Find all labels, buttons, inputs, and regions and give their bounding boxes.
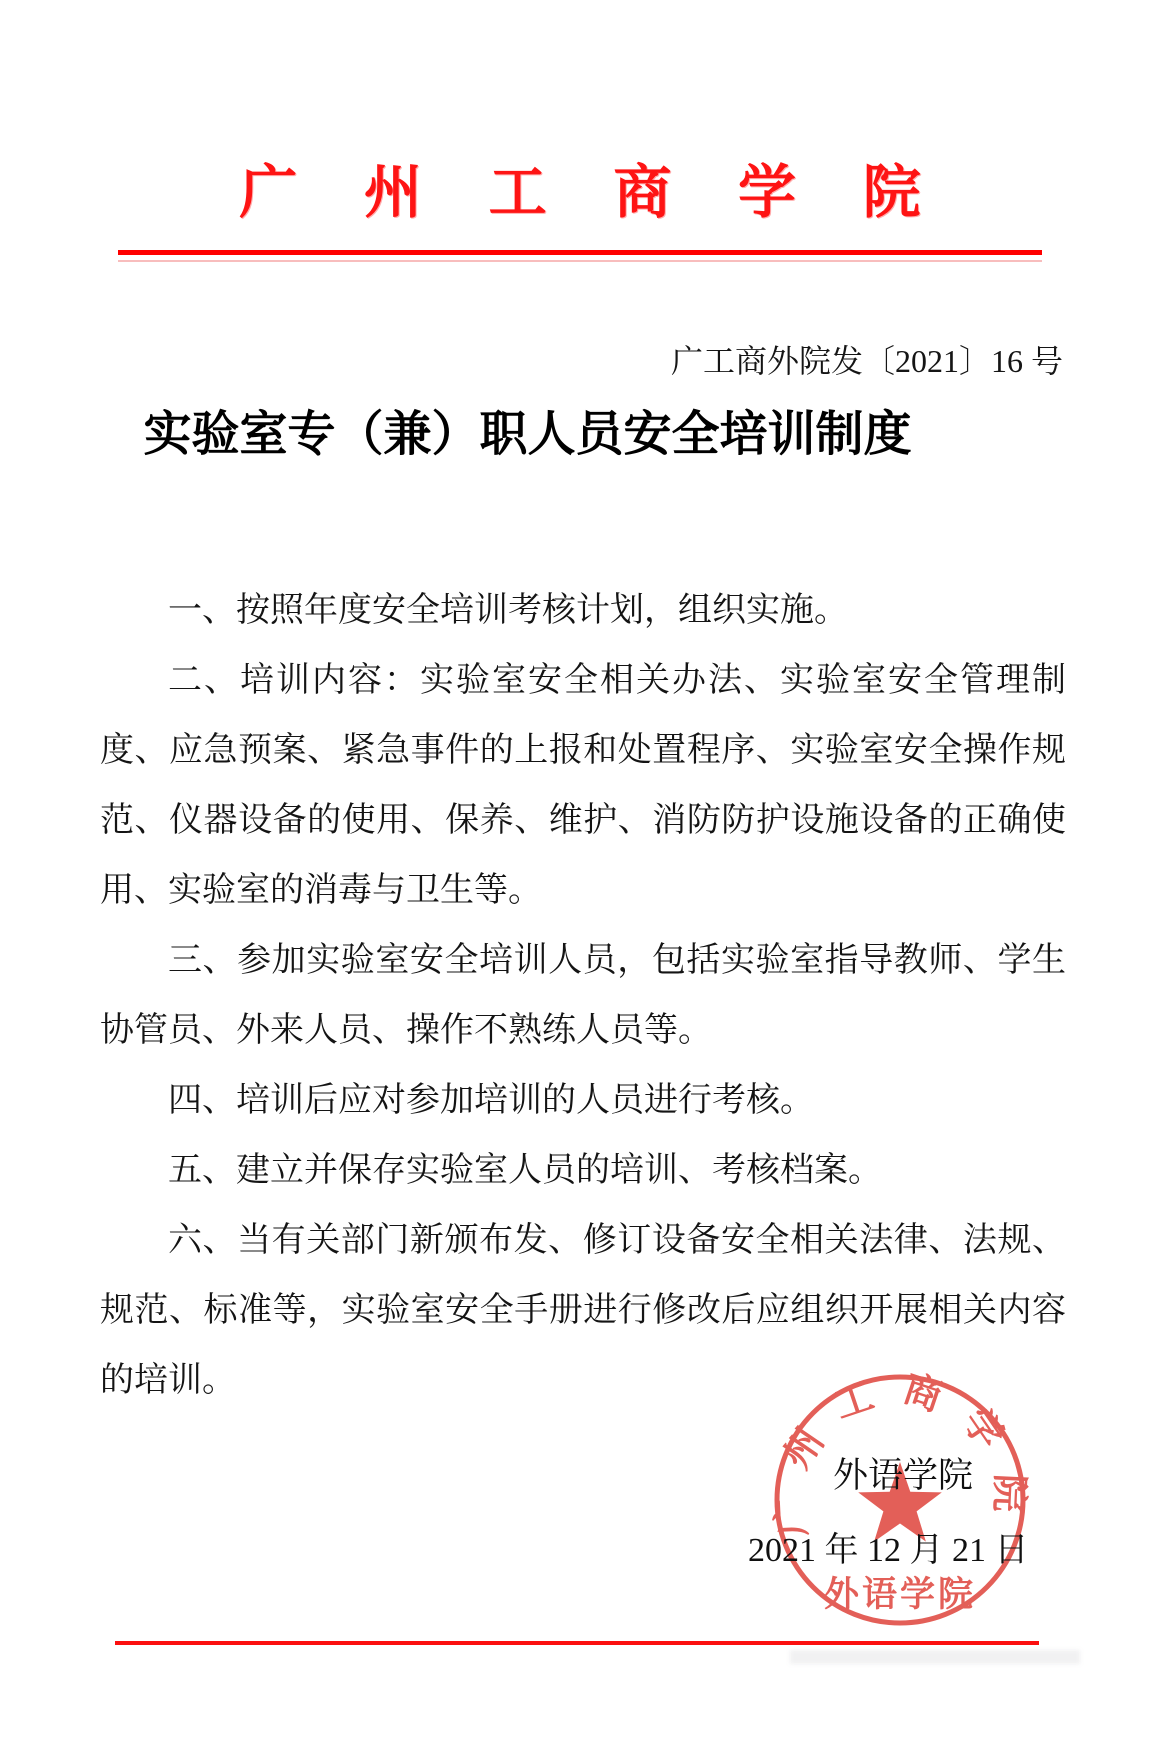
official-seal-stamp	[768, 1368, 1032, 1632]
stamp-bottom-text: 外语学院	[823, 1575, 977, 1614]
signature-department: 外语学院	[833, 1456, 974, 1495]
body-paragraph-2: 二、培训内容：实验室安全相关办法、实验室安全管理制度、应急预案、紧急事件的上报和处置程序、实验室安全操作规范、仪器设备的使用、保养、维护、消防防护设施设备的正确使用、实验室的消毒与卫生等。	[100, 662, 1066, 909]
letterhead-rule-thin	[118, 260, 1042, 262]
body-paragraph-1: 一、按照年度安全培训考核计划，组织实施。	[168, 592, 848, 629]
letterhead-rule-thick	[118, 250, 1042, 255]
body-paragraph-6: 六、当有关部门新颁布发、修订设备安全相关法律、法规、规范、标准等，实验室安全手册进行修改后应组织开展相关内容的培训。	[100, 1222, 1066, 1399]
body-paragraph-5: 五、建立并保存实验室人员的培训、考核档案。	[168, 1152, 882, 1189]
body-paragraph-3: 三、参加实验室安全培训人员，包括实验室指导教师、学生协管员、外来人员、操作不熟练人员等。	[100, 942, 1066, 1049]
scan-artifact	[790, 1650, 1080, 1664]
letterhead-school-name: 广州工商学院	[239, 160, 988, 225]
document-date: 2021 年 12 月 21 日	[748, 1532, 1029, 1569]
footer-rule	[115, 1641, 1039, 1645]
body-paragraph-4: 四、培训后应对参加培训的人员进行考核。	[168, 1082, 814, 1119]
document-number: 广工商外院发〔2021〕16 号	[670, 343, 1063, 379]
stamp-ring-text: 广州工商学院	[769, 1368, 1031, 1537]
document-body	[100, 576, 1066, 1416]
document-title: 实验室专（兼）职人员安全培训制度	[143, 408, 912, 461]
